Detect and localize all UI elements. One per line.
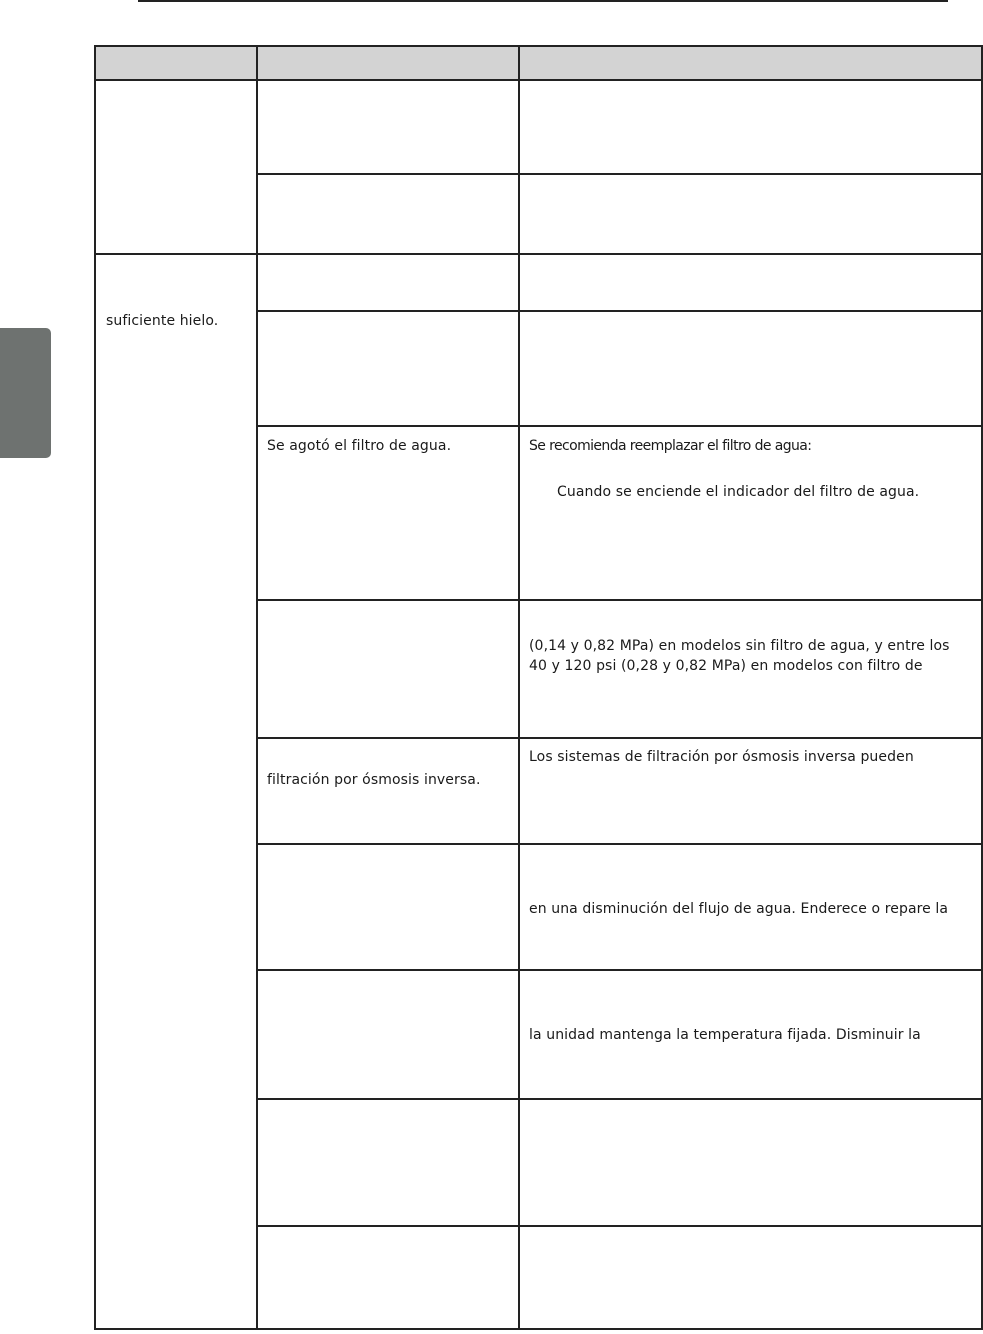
cause-text: Se agotó el filtro de agua. bbox=[267, 438, 452, 454]
solution-text-line1: (0,14 y 0,82 MPa) en modelos sin filtro de agua, y entre los bbox=[529, 638, 950, 654]
cause-cell bbox=[257, 174, 519, 254]
cause-cell bbox=[257, 844, 519, 970]
cause-cell bbox=[257, 254, 519, 311]
header-problem bbox=[95, 46, 257, 80]
cause-cell bbox=[257, 1099, 519, 1226]
solution-cell bbox=[519, 600, 982, 738]
cause-cell bbox=[257, 738, 519, 844]
header-cause bbox=[257, 46, 519, 80]
solution-text: la unidad mantenga la temperatura fijada. Disminuir la bbox=[529, 1027, 921, 1043]
troubleshooting-table bbox=[94, 45, 983, 1330]
table-row bbox=[95, 80, 982, 174]
header-solution bbox=[519, 46, 982, 80]
cause-cell bbox=[257, 80, 519, 174]
problem-cell bbox=[95, 254, 257, 1329]
solution-cell bbox=[519, 174, 982, 254]
solution-text: Cuando se enciende el indicador del filtro de agua. bbox=[557, 484, 920, 500]
table-header-row bbox=[95, 46, 982, 80]
solution-text-line2: 40 y 120 psi (0,28 y 0,82 MPa) en modelos con filtro de bbox=[529, 658, 923, 674]
table-row bbox=[95, 254, 982, 311]
solution-cell bbox=[519, 254, 982, 311]
cause-text: filtración por ósmosis inversa. bbox=[267, 772, 481, 788]
cause-cell bbox=[257, 426, 519, 600]
solution-cell bbox=[519, 970, 982, 1099]
solution-cell bbox=[519, 426, 982, 600]
solution-heading: Se recomienda reemplazar el filtro de agua: bbox=[529, 438, 812, 454]
section-side-tab bbox=[0, 328, 51, 458]
solution-cell bbox=[519, 1099, 982, 1226]
solution-cell bbox=[519, 80, 982, 174]
solution-cell bbox=[519, 844, 982, 970]
header-rule bbox=[138, 0, 948, 2]
cause-cell bbox=[257, 1226, 519, 1329]
cause-cell bbox=[257, 970, 519, 1099]
solution-cell bbox=[519, 311, 982, 426]
problem-cell bbox=[95, 80, 257, 254]
solution-cell bbox=[519, 1226, 982, 1329]
cause-cell bbox=[257, 311, 519, 426]
solution-cell bbox=[519, 738, 982, 844]
solution-text: en una disminución del flujo de agua. Enderece o repare la bbox=[529, 901, 949, 917]
solution-text: Los sistemas de filtración por ósmosis inversa pueden bbox=[529, 749, 914, 765]
cause-cell bbox=[257, 600, 519, 738]
problem-text: suficiente hielo. bbox=[106, 313, 219, 329]
